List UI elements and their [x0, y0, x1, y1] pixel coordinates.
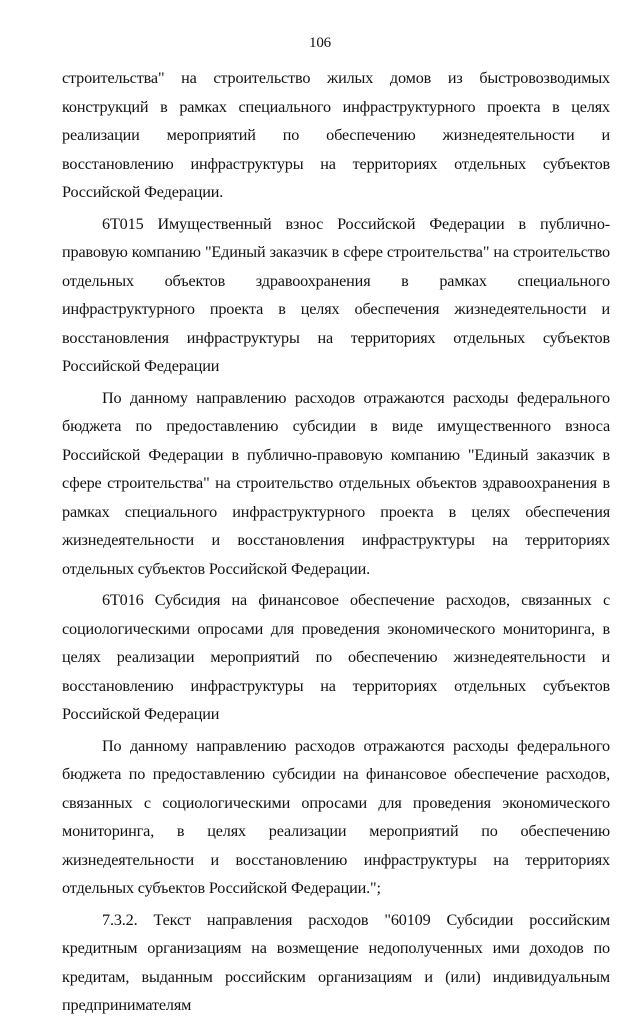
page-number: 106 — [308, 35, 332, 51]
paragraph-6t015-heading: 6Т015 Имущественный взнос Российской Федерации в публично-правовую компанию "Единый заказчик в сфере строительства" на строительство отдельных объектов здравоохранения в рамках специального инфраструктурного проекта в целях обеспечения жизнедеятельности и восстановления инфраструктуры на территориях отдельных субъектов Российской Федерации — [62, 214, 610, 375]
paragraph-6t015-description: По данному направлению расходов отражаются расходы федерального бюджета по предоставлению субсидии в виде имущественного взноса Российской Федерации в публично-правовую компанию "Единый заказчик в сфере строительства" на строительство отдельных объектов здравоохранения в рамках специального инфраструктурного проекта в целях обеспечения жизнедеятельности и восстановления инфраструктуры на территориях отдельных субъектов Российской Федерации. — [62, 388, 610, 578]
paragraph-7-3-2: 7.3.2. Текст направления расходов "60109 Субсидии российским кредитным организациям на возмещение недополученных ими доходов по кредитам, выданным российским организациям и (или) индивидуальным предпринимателям — [62, 910, 610, 1014]
paragraph-continuation: строительства" на строительство жилых домов из быстровозводимых конструкций в рамках специального инфраструктурного проекта в целях реализации мероприятий по обеспечению жизнедеятельности и восстановлению инфраструктуры на территориях отдельных субъектов Российской Федерации. — [62, 69, 610, 201]
paragraph-6t016-heading: 6Т016 Субсидия на финансовое обеспечение расходов, связанных с социологическими опросами для проведения экономического мониторинга, в целях реализации мероприятий по обеспечению жизнедеятельности и восстановлению инфраструктуры на территориях отдельных субъектов Российской Федерации — [62, 591, 610, 723]
document-body — [62, 64, 610, 1023]
paragraph-6t016-description: По данному направлению расходов отражаются расходы федерального бюджета по предоставлению субсидии на финансовое обеспечение расходов, связанных с социологическими опросами для проведения экономического мониторинга, в целях реализации мероприятий по обеспечению жизнедеятельности и восстановлению инфраструктуры на территориях отдельных субъектов Российской Федерации."; — [62, 736, 610, 897]
